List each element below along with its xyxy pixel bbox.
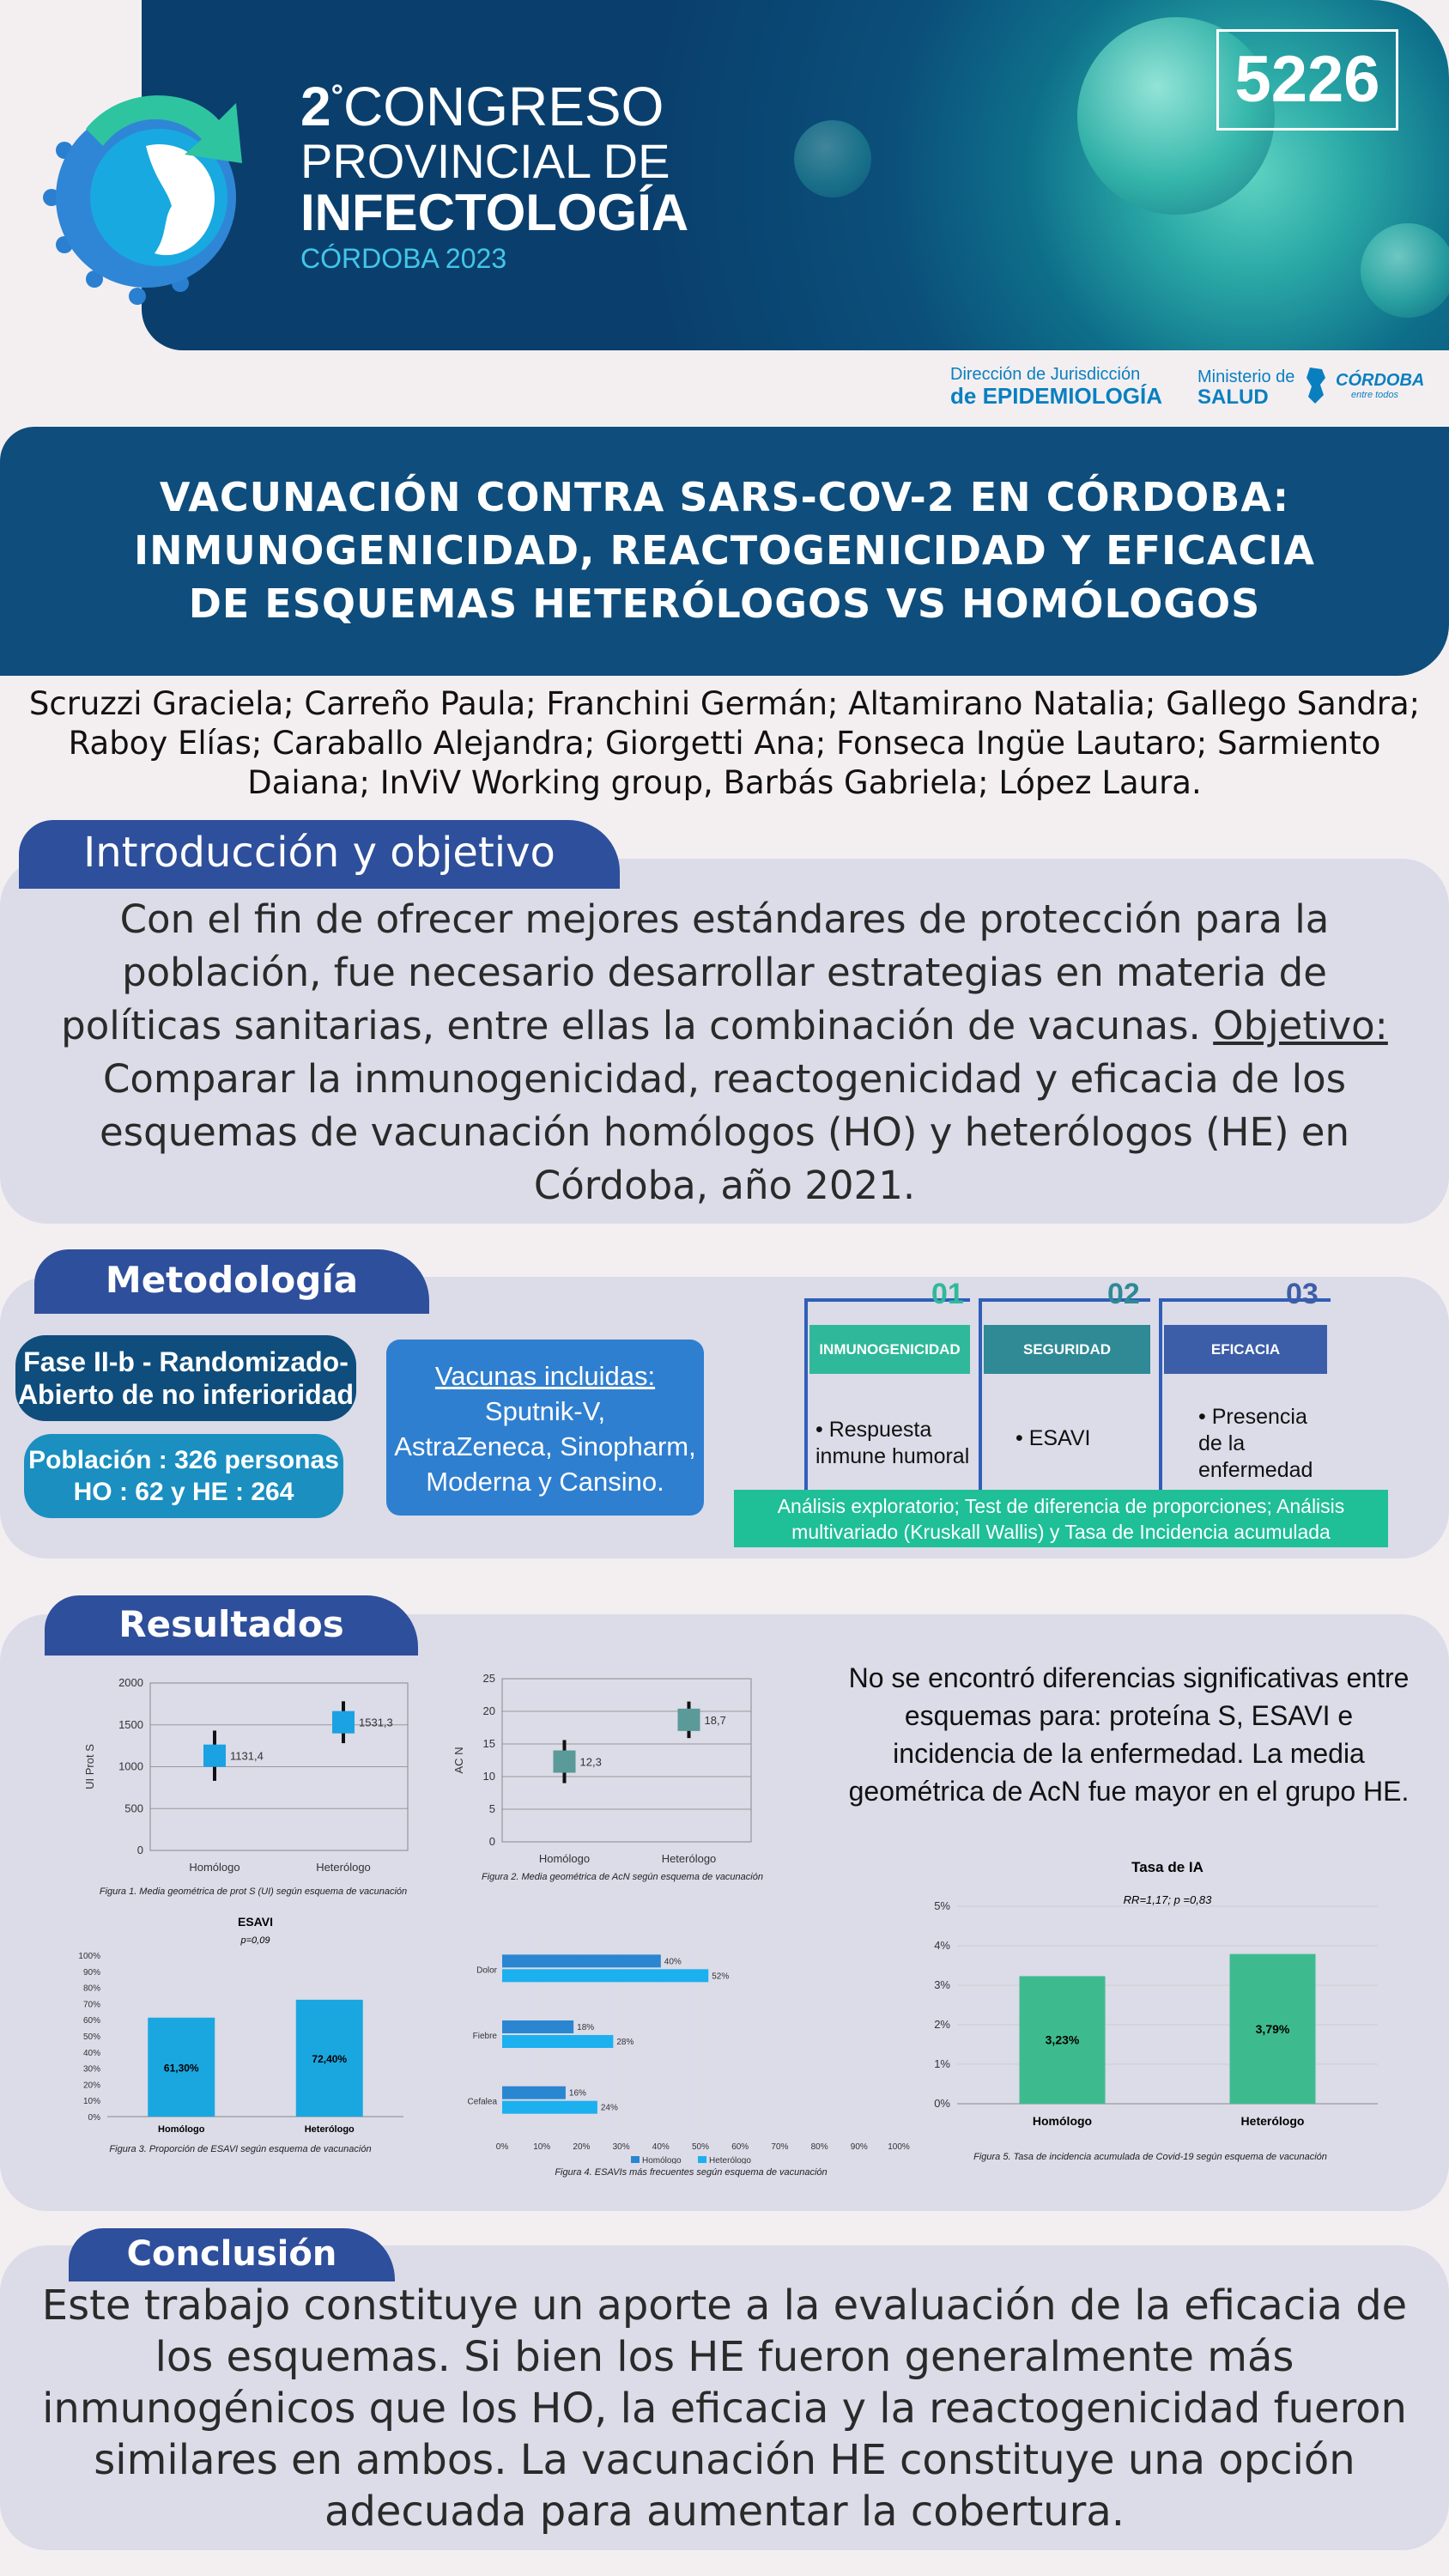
- bar-label: 40%: [664, 1957, 682, 1967]
- bar-label: 52%: [712, 1971, 730, 1982]
- intro-heading: [19, 820, 620, 889]
- y-tick-label: 5: [488, 1802, 495, 1815]
- figure-5-caption: Figura 5. Tasa de incidencia acumulada de Covid-19 según esquema de vacunación: [973, 2152, 1327, 2162]
- bar: [502, 2035, 613, 2048]
- y-tick-label: 25: [482, 1672, 495, 1685]
- y-tick-label: Cefalea: [468, 2097, 497, 2107]
- bar-label: 3,23%: [1045, 2032, 1080, 2047]
- y-tick-label: 5%: [934, 1899, 950, 1912]
- conclusion-heading-text: Conclusión: [126, 2234, 337, 2274]
- objective-text: Comparar la inmunogenicidad, reactogenicidad y eficacia de los esquemas de vacunación homólogos (HO) y heterólogos (HE) en Córdoba, año 2021.: [99, 1056, 1350, 1208]
- x-tick-label: Homólogo: [158, 2124, 205, 2135]
- intro-paragraph: Con el fin de ofrecer mejores estándares de protección para la población, fue necesario desarrollar estrategias en materia de políticas sanitarias, entre ellas la combinación de vacunas.: [61, 896, 1330, 1048]
- poster-code: 5226: [1216, 29, 1398, 131]
- figure-2-chart: [451, 1670, 785, 1876]
- x-tick-label: Heterólogo: [304, 2124, 355, 2135]
- step-label-inmunogenicidad: INMUNOGENICIDAD: [809, 1325, 970, 1374]
- legend-label: Homólogo: [642, 2156, 682, 2164]
- sponsor-cba-line1: CÓRDOBA: [1336, 371, 1425, 390]
- results-heading: [45, 1595, 418, 1656]
- x-tick-label: Homólogo: [1032, 2114, 1093, 2128]
- step-item-seguridad: [1016, 1425, 1091, 1452]
- step-line: [1159, 1298, 1162, 1492]
- step-item-line: de la: [1198, 1431, 1246, 1455]
- y-tick-label: 1500: [118, 1717, 143, 1731]
- congress-logo-icon: [17, 69, 275, 326]
- virus-illustration: [1361, 223, 1449, 318]
- virus-illustration: [794, 120, 871, 197]
- bar: [502, 1969, 708, 1982]
- bar-label: 28%: [616, 2038, 634, 2047]
- analysis-line1: Análisis exploratorio; Test de diferencia de proporciones; Análisis: [777, 1495, 1345, 1517]
- y-tick-label: 40%: [82, 2048, 100, 2058]
- bar: [502, 2087, 566, 2099]
- vaccines-line3: Moderna y Cansino.: [426, 1467, 664, 1497]
- bar-label: 16%: [568, 2088, 586, 2099]
- sponsor-dir-line1: Dirección de Jurisdicción: [950, 365, 1141, 384]
- figure-5-chart: [910, 1859, 1391, 2142]
- step-item-line: • ESAVI: [1016, 1426, 1091, 1450]
- chart-annotation: RR=1,17; p =0,83: [1123, 1893, 1212, 1906]
- authors-line3: Daiana; InViV Working group, Barbás Gabriela; López Laura.: [247, 764, 1202, 801]
- authors-line2: Raboy Elías; Caraballo Alejandra; Giorgetti Ana; Fonseca Ingüe Lautaro; Sarmiento: [68, 725, 1381, 762]
- y-tick-label: 1%: [934, 2057, 950, 2070]
- y-tick-label: 70%: [82, 2000, 100, 2010]
- vaccines-line2: AstraZeneca, Sinopharm,: [394, 1431, 696, 1461]
- y-tick-label: 80%: [82, 1984, 100, 1994]
- step-line: [979, 1298, 982, 1492]
- legend-swatch: [698, 2156, 706, 2163]
- x-tick-label: Heterólogo: [661, 1852, 717, 1865]
- methods-heading: [34, 1249, 429, 1314]
- bar-label: 18%: [577, 2023, 595, 2032]
- chart-annotation: p=0,09: [240, 1935, 270, 1946]
- x-tick-label: Homólogo: [538, 1852, 591, 1865]
- x-tick-label: Heterólogo: [1240, 2114, 1305, 2128]
- intro-text: [47, 893, 1402, 1212]
- y-tick-label: 4%: [934, 1939, 950, 1952]
- x-tick-label: 80%: [810, 2142, 828, 2152]
- x-tick-label: 30%: [612, 2142, 630, 2152]
- y-tick-label: 20%: [82, 2081, 100, 2091]
- legend-swatch: [631, 2156, 640, 2163]
- y-axis-label: UI Prot S: [83, 1744, 96, 1789]
- step-item-line: inmune humoral: [815, 1444, 970, 1468]
- data-point: [203, 1745, 226, 1767]
- step-label-seguridad: SEGURIDAD: [984, 1325, 1150, 1374]
- congress-degree: °: [330, 77, 343, 113]
- chart-title: ESAVI: [238, 1915, 273, 1929]
- step-item-line: • Presencia: [1198, 1405, 1307, 1429]
- y-tick-label: 10: [482, 1770, 495, 1783]
- x-tick-label: 10%: [533, 2142, 551, 2152]
- congress-line2: PROVINCIAL DE: [300, 134, 670, 188]
- x-tick-label: 100%: [888, 2142, 910, 2152]
- x-tick-label: 90%: [850, 2142, 868, 2152]
- y-tick-label: 30%: [82, 2064, 100, 2075]
- x-tick-label: Heterólogo: [316, 1861, 371, 1874]
- y-tick-label: 15: [482, 1737, 495, 1750]
- x-tick-label: 40%: [652, 2142, 670, 2152]
- poster-title: [34, 471, 1415, 630]
- phase-line1: Fase II-b - Randomizado-: [23, 1346, 349, 1377]
- title-line1: VACUNACIÓN CONTRA SARS-COV-2 EN CÓRDOBA:: [159, 474, 1290, 520]
- step-item-inmunogenicidad: [815, 1417, 969, 1470]
- chart-title: Tasa de IA: [1131, 1859, 1203, 1875]
- y-tick-label: 500: [124, 1801, 143, 1815]
- vaccines-box: [386, 1340, 704, 1516]
- congress-title: [300, 76, 664, 137]
- authors-line1: Scruzzi Graciela; Carreño Paula; Franchini Germán; Altamirano Natalia; Gallego Sandra;: [28, 685, 1421, 722]
- y-tick-label: 0%: [88, 2113, 100, 2123]
- step-line: [804, 1298, 808, 1492]
- x-tick-label: 0%: [495, 2142, 509, 2152]
- title-line2: INMUNOGENICIDAD, REACTOGENICIDAD Y EFICACIA: [134, 527, 1315, 574]
- population-line1: Población : 326 personas: [28, 1446, 339, 1474]
- sponsor-dir-line2: de EPIDEMIOLOGÍA: [950, 383, 1163, 409]
- y-tick-label: 1000: [118, 1759, 143, 1773]
- bar-label: 3,79%: [1255, 2021, 1290, 2036]
- y-tick-label: Fiebre: [472, 2032, 497, 2041]
- sponsor-min-line2: SALUD: [1197, 386, 1269, 409]
- sponsor-cba-line2: entre todos: [1351, 390, 1399, 400]
- y-tick-label: 2000: [118, 1676, 143, 1689]
- plot-frame: [502, 1679, 751, 1842]
- y-tick-label: 0: [488, 1835, 495, 1848]
- data-label: 12,3: [579, 1755, 602, 1769]
- bar: [502, 2020, 573, 2033]
- x-tick-label: 20%: [573, 2142, 591, 2152]
- sponsor-min-line1: Ministerio de: [1197, 368, 1295, 386]
- figure-4-chart: [468, 1932, 919, 2164]
- step-number-03: 03: [1286, 1278, 1319, 1310]
- data-point: [554, 1751, 576, 1773]
- x-tick-label: Homólogo: [189, 1861, 240, 1874]
- data-label: 1131,4: [230, 1749, 264, 1763]
- x-tick-label: 70%: [771, 2142, 789, 2152]
- phase-line2: Abierto de no inferioridad: [17, 1379, 355, 1410]
- bar-label: 61,30%: [163, 2062, 199, 2075]
- vaccines-title: Vacunas incluidas:: [434, 1361, 656, 1391]
- y-tick-label: 60%: [82, 2016, 100, 2026]
- analysis-box: [734, 1490, 1388, 1547]
- step-item-line: • Respuesta: [815, 1418, 932, 1442]
- authors: [0, 684, 1449, 803]
- data-point: [332, 1711, 355, 1734]
- step-item-eficacia: [1198, 1404, 1313, 1484]
- vaccines-line1: Sputnik-V,: [484, 1396, 606, 1426]
- y-tick-label: Dolor: [476, 1965, 497, 1976]
- x-tick-label: 50%: [691, 2142, 710, 2152]
- phase-pill: [15, 1335, 356, 1421]
- figure-2-caption: Figura 2. Media geométrica de AcN según esquema de vacunación: [482, 1872, 763, 1882]
- congress-line4: CÓRDOBA 2023: [300, 243, 507, 274]
- bar-label: 72,40%: [312, 2052, 348, 2065]
- data-label: 1531,3: [359, 1716, 393, 1729]
- bar: [502, 2101, 597, 2114]
- y-tick-label: 90%: [82, 1967, 100, 1978]
- step-number-02: 02: [1107, 1278, 1140, 1310]
- y-tick-label: 0%: [934, 2097, 950, 2110]
- methods-heading-text: Metodología: [105, 1259, 359, 1301]
- analysis-line2: multivariado (Kruskall Wallis) y Tasa de Incidencia acumulada: [791, 1521, 1331, 1543]
- step-label-eficacia: EFICACIA: [1164, 1325, 1327, 1374]
- y-tick-label: 3%: [934, 1978, 950, 1991]
- step-number-01: 01: [931, 1278, 964, 1310]
- conclusion-text: Este trabajo constituye un aporte a la evaluación de la eficacia de los esquemas. Si bien los HE fueron generalmente más inmunogénicos que los HO, la eficacia y la reactogenicidad fueron similares en ambos. La vacunación HE constituye una opción adecuada para aumentar la cobertura.: [41, 2281, 1408, 2536]
- figure-1-chart: [82, 1670, 425, 1885]
- legend-label: Heterólogo: [709, 2156, 751, 2164]
- title-line3: DE ESQUEMAS HETERÓLOGOS VS HOMÓLOGOS: [188, 580, 1261, 627]
- y-tick-label: 20: [482, 1704, 495, 1717]
- x-tick-label: 60%: [731, 2142, 749, 2152]
- step-item-line: enfermedad: [1198, 1458, 1313, 1482]
- results-text: No se encontró diferencias significativas entre esquemas para: proteína S, ESAVI e incidencia de la enfermedad. La media geométrica de AcN fue mayor en el grupo HE.: [848, 1662, 1410, 1807]
- cordoba-map-icon: [1303, 366, 1329, 405]
- results-heading-text: Resultados: [118, 1603, 344, 1645]
- objective-label: Objetivo:: [1213, 1003, 1388, 1048]
- bar-label: 24%: [600, 2103, 618, 2113]
- y-axis-label: AC N: [452, 1747, 465, 1774]
- bar: [502, 1954, 661, 1967]
- y-tick-label: 100%: [78, 1952, 100, 1961]
- intro-heading-text: Introducción y objetivo: [83, 829, 555, 877]
- figure-1-caption: Figura 1. Media geométrica de prot S (UI) según esquema de vacunación: [99, 1886, 408, 1897]
- conclusion-heading: [69, 2228, 395, 2281]
- congress-line1: CONGRESO: [343, 76, 664, 137]
- y-tick-label: 2%: [934, 2018, 950, 2031]
- data-point: [678, 1709, 700, 1731]
- data-label: 18,7: [704, 1713, 726, 1727]
- y-tick-label: 50%: [82, 2032, 100, 2042]
- y-tick-label: 10%: [82, 2097, 100, 2107]
- congress-line3: INFECTOLOGÍA: [300, 184, 689, 241]
- population-line2: HO : 62 y HE : 264: [73, 1478, 294, 1506]
- figure-4-caption: Figura 4. ESAVIs más frecuentes según esquema de vacunación: [555, 2167, 828, 2178]
- y-tick-label: 0: [136, 1844, 143, 1856]
- figure-3-chart: [52, 1911, 412, 2142]
- population-pill: [24, 1434, 343, 1518]
- figure-3-caption: Figura 3. Proporción de ESAVI según esquema de vacunación: [109, 2144, 372, 2154]
- congress-number: 2: [300, 76, 331, 137]
